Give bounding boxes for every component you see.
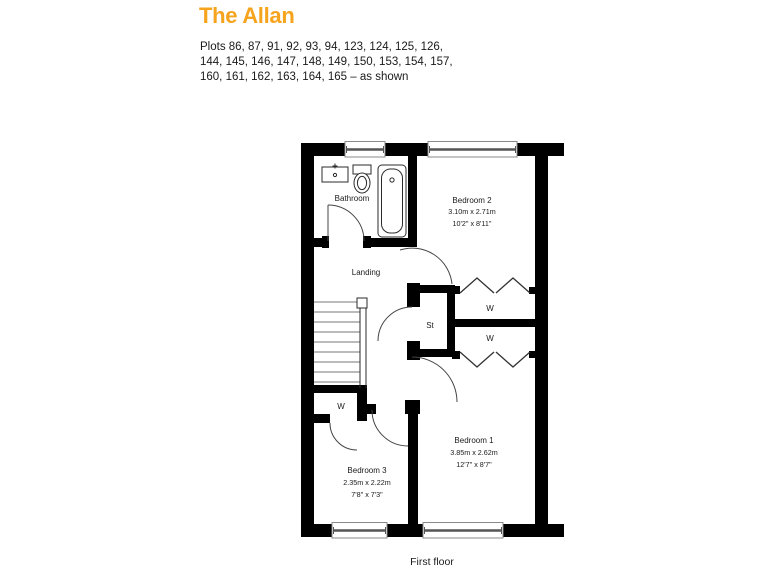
floor-label: First floor xyxy=(410,556,454,568)
plots-line: 160, 161, 162, 163, 164, 165 – as shown xyxy=(200,71,409,83)
page-title: The Allan xyxy=(199,3,295,28)
bathtub xyxy=(378,165,406,237)
bedroom3-door xyxy=(372,410,408,446)
bifold-bottom-icon xyxy=(460,352,530,367)
stairs xyxy=(314,298,367,388)
room-label-store: St xyxy=(426,321,434,330)
toilet xyxy=(353,165,371,193)
room-dim-metric-bedroom1: 3.85m x 2.62m xyxy=(450,448,498,457)
plots-line: Plots 86, 87, 91, 92, 93, 94, 123, 124, 125, 126, xyxy=(200,41,443,53)
window-bathroom xyxy=(345,142,385,158)
room-label-bedroom3: Bedroom 3 xyxy=(347,466,387,475)
room-label-landing: Landing xyxy=(351,268,381,277)
room-dim-metric-bedroom2: 3.10m x 2.71m xyxy=(448,207,496,216)
room-label-bathroom: Bathroom xyxy=(334,194,370,203)
bedroom2-door xyxy=(400,248,452,284)
plots-line: 144, 145, 146, 147, 148, 149, 150, 153, 154, 157, xyxy=(200,56,453,68)
plots-list xyxy=(200,40,453,85)
wardrobe-label-bedroom1: W xyxy=(486,334,494,343)
stair-newel xyxy=(357,298,367,308)
room-dim-imperial-bedroom3: 7'8" x 7'3" xyxy=(351,490,383,499)
sink xyxy=(322,164,348,183)
store-door xyxy=(378,307,412,341)
bathroom-door xyxy=(328,205,364,241)
window-bedroom3 xyxy=(332,523,387,539)
wardrobe3-door xyxy=(330,423,357,450)
room-dim-imperial-bedroom1: 12'7" x 8'7" xyxy=(456,460,492,469)
room-label-bedroom2: Bedroom 2 xyxy=(452,196,492,205)
bifold-top-icon xyxy=(460,278,530,293)
window-bedroom2 xyxy=(428,142,517,158)
window-bedroom1 xyxy=(423,523,503,539)
room-dim-metric-bedroom3: 2.35m x 2.22m xyxy=(343,478,391,487)
room-dim-imperial-bedroom2: 10'2" x 8'11" xyxy=(452,219,492,228)
bedroom1-door xyxy=(412,357,457,402)
wardrobe-label-bedroom2: W xyxy=(486,304,494,313)
floor-plan xyxy=(296,138,568,546)
wardrobe-label-bedroom3: W xyxy=(337,402,345,411)
room-label-bedroom1: Bedroom 1 xyxy=(454,436,494,445)
